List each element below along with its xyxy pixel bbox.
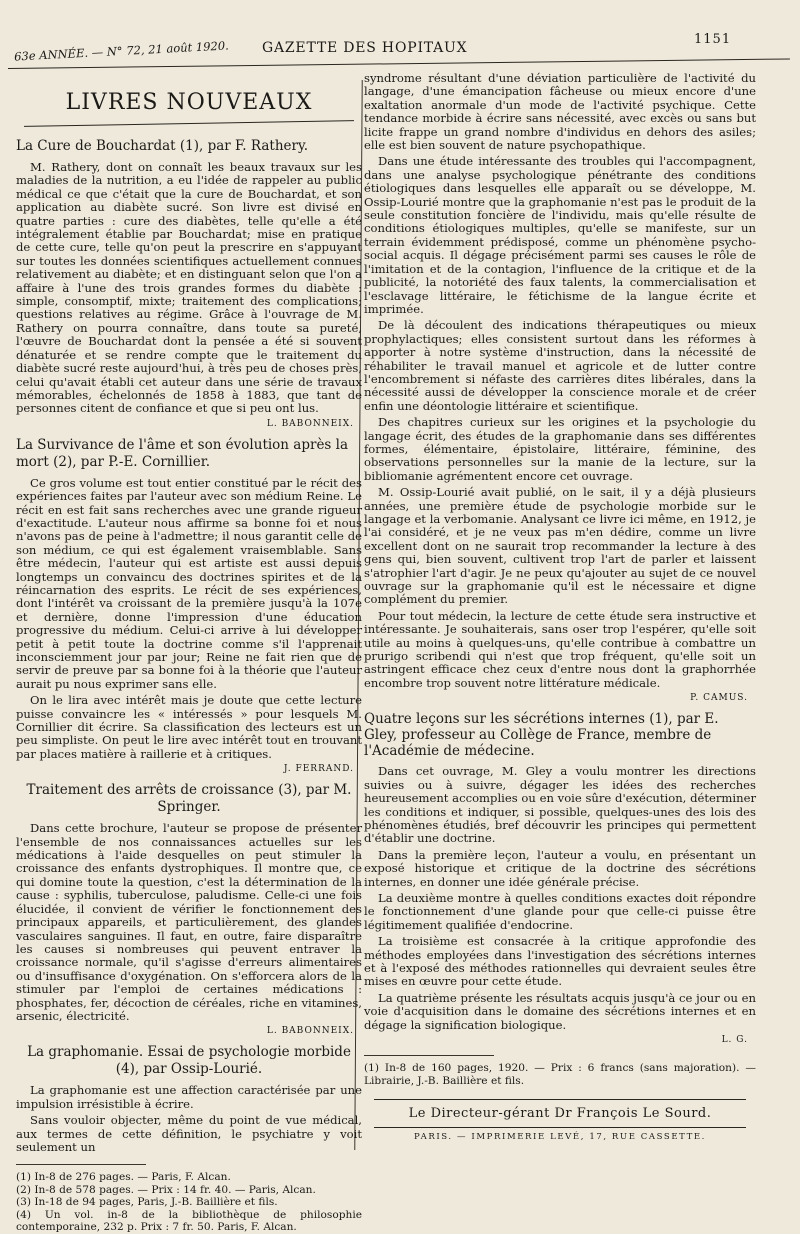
review-paragraph: Sans vouloir objecter, même du point de vue médical, aux termes de cette définition, le psychiatre y voit seulement un: [16, 1113, 362, 1154]
review-title: La Cure de Bouchardat (1), par F. Rathery.: [16, 138, 309, 154]
review-paragraph: Pour tout médecin, la lecture de cette étude sera instructive et intéressante. Je souhaiterais, sans oser trop l'espérer, qu'elle soit utile au moins à quelques-uns, qu'elle contribue à combattre un prurigo scribendi qui n'est que trop fréquent, qu'elle soit un astringent efficace chez ceux d'entre nous dont la graphorrhée encombre trop souvent notre littérature médicale.: [364, 608, 756, 690]
footnote: (1) In-8 de 276 pages. — Paris, F. Alcan.: [16, 1171, 231, 1184]
review-signature: L. G.: [721, 1035, 748, 1045]
review-paragraph: La graphomanie est une affection caractérisée par une impulsion irrésistible à écrire.: [16, 1083, 362, 1111]
review-paragraph: Dans la première leçon, l'auteur a voulu, en présentant un exposé historique et critique de la doctrine des sécrétions internes, en donner une idée générale précise.: [364, 847, 756, 889]
review-arrets-croissance: [16, 782, 362, 1036]
journal-title: GAZETTE DES HOPITAUX: [262, 40, 468, 56]
review-paragraph: On le lira avec intérêt mais je doute que cette lecture puisse convaincre les « intéressés » pour lesquels M. Cornillier dit écrire. Sa classification des lecteurs est un peu simpliste. On peut le lire avec intérêt tout en trouvant par places matière à raillerie et à critiques.: [16, 693, 362, 761]
review-title: La graphomanie. Essai de psychologie morbide (4), par Ossip-Lourié.: [27, 1044, 351, 1078]
review-paragraph: La deuxième montre à quelles conditions exactes doit répondre le fonctionnement d'une glande pour que celle-ci puisse être légitimement qualifiée d'endocrine.: [364, 890, 756, 932]
review-paragraph: Des chapitres curieux sur les origines et la psychologie du langage écrit, des études de la graphomanie dans ses différentes formes, élémentaire, épistolaire, littéraire, féminine, des observations personnelles sur la manie de la lecture, sur la bibliomanie agrémentent encore cet ouvrage.: [364, 415, 756, 483]
review-signature: L. BABONNEIX.: [266, 418, 354, 429]
issue-info: 63e ANNÉE. — N° 72, 21 août 1920.: [13, 38, 230, 64]
review-paragraph: La troisième est consacrée à la critique approfondie des méthodes employées dans l'investigation des sécrétions internes et à l'exposé des méthodes rationnelles qui devraient seules être mises en œuvre pour cette étude.: [364, 934, 756, 989]
review-graphomanie: [16, 1044, 362, 1154]
footnote: (4) Un vol. in-8 de la bibliothèque de philosophie contemporaine, 232 p. Prix : 7 fr. 50. Paris, F. Alcan.: [16, 1208, 362, 1234]
footnote: (2) In-8 de 578 pages. — Prix : 14 fr. 40. — Paris, Alcan.: [16, 1183, 316, 1196]
review-signature: J. FERRAND.: [283, 764, 354, 775]
review-paragraph: Dans cette brochure, l'auteur se propose de présenter l'ensemble de nos connaissances actuelles sur les médications à l'aide desquelles on peut stimuler la croissance des enfants dystrophiques. Il montre que, ce qui domine toute la question, c'est la détermination de la cause : syphilis, tuberculose, paludisme. Celle-ci une fois élucidée, il convient de vérifier le fonctionnement des principaux appareils, et particulièrement, des glandes vasculaires sanguines. Il faut, en outre, faire disparaître les causes si nombreuses qui peuvent entraver la croissance normale, qu'il s'agisse d'erreurs alimentaires ou d'insuffisance d'oxygénation. On s'efforcera alors de la stimuler par l'emploi de certaines médications : phosphates, fer, décoction de céréales, riche en vitamines, arsenic, électricité.: [16, 821, 362, 1023]
footnote: (1) In-8 de 160 pages, 1920. — Prix : 6 francs (sans majoration). — Librairie, J.-B. Baillière et fils.: [364, 1062, 756, 1087]
review-paragraph: M. Rathery, dont on connaît les beaux travaux sur les maladies de la nutrition, a eu l'idée de rappeler au public médical ce que c'était que la cure de Bouchardat, et son application au diabète sucré. Son livre est divisé en quatre parties : cure des diabètes, telle qu'elle a été intégralement établie par Bouchardat; mise en pratique de cette cure, telle qu'on peut la prescrire en s'appuyant sur toutes les données scientifiques actuellement connues relativement au diabète; et en distinguant selon que l'on a affaire à l'une des trois grandes formes du diabète : simple, consomptif, mixte; traitement des complications; questions relatives au régime. Grâce à l'ouvrage de M. Rathery on pourra connaître, dans toute sa pureté, l'œuvre de Bouchardat dont la pensée a été si souvent dénaturée et se rendre compte que le traitement du diabète sucré reste aujourd'hui, à très peu de choses près, celui qu'avait établi cet auteur dans une série de travaux mémorables, échelonnés de 1858 à 1883, que tant de personnes citent de confiance et que si peu ont lus.: [16, 160, 362, 416]
footnotes-rule: [364, 1055, 494, 1056]
review-paragraph: Dans une étude intéressante des troubles qui l'accompagnent, dans une analyse psychologique pénétrante des conditions étiologiques dans lesquelles elle apparaît ou se développe, M. Ossip-Lourié montre que la graphomanie n'est pas le produit de la seule constitution foncière de l'individu, mais qu'elle résulte de conditions étiologiques multiples, qu'elle se manifeste, sur un terrain évidemment prédisposé, comme un phénomène psycho-social acquis. Il dégage précisément parmi ses causes le rôle de l'imitation et de la contagion, l'influence de la critique et de la publicité, la notoriété des faux talents, la commercialisation et l'esclavage littéraire, le fétichisme de la langue écrite et imprimée.: [364, 154, 756, 316]
review-paragraph: La quatrième présente les résultats acquis jusqu'à ce jour ou en voie d'acquisition dans le domaine des sécrétions internes et en dégage la signification biologique.: [364, 990, 756, 1032]
review-title: Quatre leçons sur les sécrétions internes (1), par E. Gley, professeur au Collège de France, membre de l'Académie de médecine.: [364, 711, 719, 760]
footnotes: [16, 1171, 362, 1234]
director-line: Le Directeur-gérant Dr François Le Sourd.: [374, 1099, 746, 1128]
review-graphomanie-continued: [364, 72, 756, 703]
review-survivance-ame: [16, 437, 362, 775]
review-paragraph: De là découlent des indications thérapeutiques ou mieux prophylactiques; elles consistent surtout dans les réformes à apporter à notre système d'instruction, dans la nécessité de réhabiliter le travail manuel et agricole et de lutter contre l'encombrement si néfaste des carrières dites libérales, dans la nécessité aussi de développer la conscience morale et de créer enfin une déontologie littéraire et scientifique.: [364, 318, 756, 413]
review-title: Traitement des arrêts de croissance (3), par M. Springer.: [26, 782, 352, 816]
footnotes-rule: [16, 1164, 146, 1165]
section-title: LIVRES NOUVEAUX: [65, 90, 313, 115]
review-paragraph: Dans cet ouvrage, M. Gley a voulu montrer les directions suivies ou à suivre, dégager les idées des recherches heureusement accomplies ou en voie sûre d'exécution, déterminer les conditions et indiquer, si possible, quelques-unes des lois des phénomènes étudiés, bref découvrir les principes qui permettent d'établir une doctrine.: [364, 764, 756, 846]
review-signature: P. CAMUS.: [690, 693, 748, 704]
page-number: 1151: [694, 32, 732, 47]
review-cure-bouchardat: [16, 138, 362, 429]
right-column: [364, 72, 756, 1167]
review-paragraph: M. Ossip-Lourié avait publié, on le sait, il y a déjà plusieurs années, une première étude de psychologie morbide sur le langage et la verbomanie. Analysant ce livre ici même, en 1912, je l'ai considéré, et je ne veux pas m'en dédire, comme un livre excellent dont on ne saurait trop recommander la lecture à des gens qui, bien souvent, cultivent trop l'art de parler et laissent s'atrophier l'art d'agir. Je ne peux qu'ajouter au sujet de ce nouvel ouvrage sur la graphomanie qu'il est le nécessaire et digne complément du premier.: [364, 485, 756, 607]
review-secretions-internes: [364, 711, 756, 1045]
section-title-rule: [24, 120, 354, 127]
review-signature: L. BABONNEIX.: [266, 1026, 354, 1037]
left-column: [16, 80, 362, 1234]
footnote: (3) In-18 de 94 pages, Paris, J.-B. Baillière et fils.: [16, 1196, 278, 1209]
review-paragraph: syndrome résultant d'une déviation particulière de l'activité du langage, d'une émancipation fâcheuse ou mieux encore d'une exaltation anormale d'un mode de l'activité psychique. Cette tendance morbide à écrire sans nécessité, avec excès ou sans but licite frappe un grand nombre d'individus en dehors des asiles; elle est bien souvent de nature psychopathique.: [364, 71, 756, 153]
review-title: La Survivance de l'âme et son évolution après la mort (2), par P.-E. Cornillier.: [16, 436, 349, 470]
running-header: [0, 28, 800, 68]
printer-imprint: PARIS. — IMPRIMERIE LEVÉ, 17, RUE CASSETTE.: [414, 1132, 706, 1142]
review-paragraph: Ce gros volume est tout entier constitué par le récit des expériences faites par l'auteur avec son médium Reine. Le récit en est fait sans recherches avec une grande rigueur d'exactitude. L'auteur nous affirme sa bonne foi et nous n'avons pas de peine à l'admettre; il nous garantit celle de son médium, ce qui est également vraisemblable. Sans être médecin, l'auteur qui est artiste est aussi depuis longtemps un convaincu des doctrines spirites et de la réincarnation des esprits. Le récit de ses expériences, dont l'intérêt va croissant de la première jusqu'à la 107e et dernière, donne l'impression d'une éducation progressive du médium. Celui-ci arrive à lui développer petit à petit toute la doctrine comme s'il l'apprenait inconsciemment jour par jour; Reine ne fait rien que de servir de preuve par sa bonne foi à la théorie que l'auteur aurait pu nous exprimer sans elle.: [16, 475, 362, 691]
